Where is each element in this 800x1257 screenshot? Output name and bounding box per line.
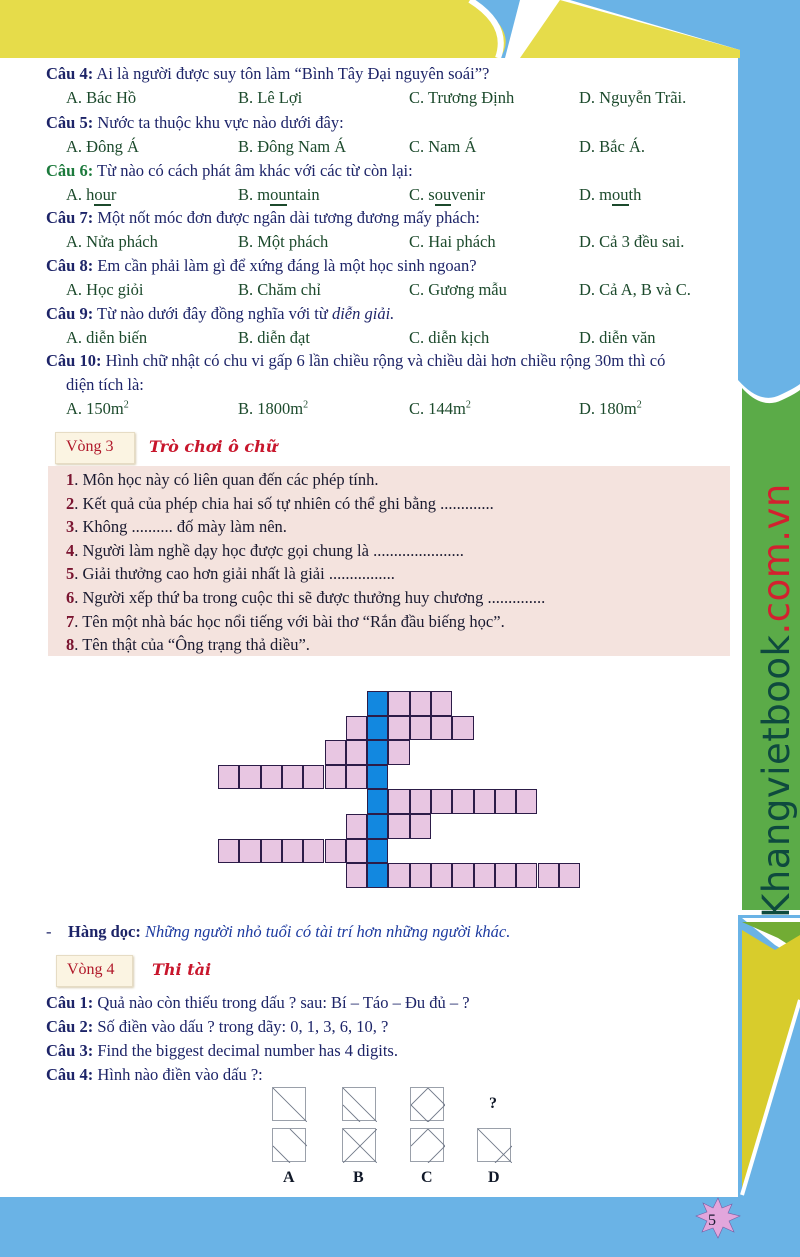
option-text: C. diễn kịch (409, 328, 490, 347)
clue-text: . Giải thưởng cao hơn giải nhất là giải ................ (74, 564, 395, 584)
crossword-cell[interactable] (410, 789, 431, 814)
answer-option[interactable] (66, 137, 139, 157)
answer-option[interactable] (66, 232, 158, 252)
clue-text: . Không .......... đố mày làm nên. (74, 517, 287, 537)
question-text: Số điền vào dấu ? trong dãy: 0, 1, 3, 6, 10, ? (93, 1017, 389, 1036)
answer-option[interactable] (238, 232, 328, 252)
underlined-letters: ou (612, 185, 629, 204)
answer-figure-2[interactable] (342, 1128, 376, 1162)
clue-text: . Tên thật của “Ông trạng thả diều”. (74, 635, 310, 655)
answer-option[interactable] (238, 137, 346, 157)
underlined-letters: ou (94, 185, 111, 204)
clue-number: 7 (66, 611, 75, 631)
answer-option[interactable] (238, 185, 320, 205)
vertical-clue (46, 922, 510, 942)
crossword-cell[interactable] (452, 789, 473, 814)
crossword-cell[interactable] (346, 863, 367, 888)
crossword-clue (66, 541, 464, 561)
option-text: A. Học giỏi (66, 280, 144, 299)
option-text: D. m (579, 185, 612, 204)
watermark-domain: .com.vn (755, 483, 798, 635)
crossword-cell[interactable] (495, 863, 516, 888)
crossword-key-cell[interactable] (367, 789, 388, 814)
round-4-question-1 (46, 993, 470, 1013)
crossword-clue (66, 564, 395, 584)
crossword-cell[interactable] (474, 863, 495, 888)
crossword-cell[interactable] (516, 863, 537, 888)
answer-option[interactable] (579, 88, 686, 108)
answer-option[interactable] (238, 328, 310, 348)
sequence-figure-1 (272, 1087, 306, 1121)
crossword-key-cell[interactable] (367, 765, 388, 790)
crossword-cell[interactable] (410, 863, 431, 888)
clue-number: 1 (66, 470, 75, 489)
question-text: Nước ta thuộc khu vực nào dưới đây: (93, 113, 344, 132)
option-text: C. s (409, 185, 435, 204)
option-text: B. m (238, 185, 271, 204)
answer-figure-1[interactable] (272, 1128, 306, 1162)
answer-option[interactable] (409, 137, 476, 157)
underlined-letters: ou (434, 185, 452, 204)
question-10 (46, 351, 665, 371)
question-label: Câu 5: (46, 113, 94, 132)
clue-number: 3 (66, 517, 75, 537)
option-text: C. Trương Định (409, 88, 515, 107)
question-label: Câu 10: (46, 351, 102, 370)
clue-number: 6 (66, 588, 75, 607)
answer-option[interactable] (409, 185, 485, 205)
superscript-2: 2 (123, 399, 129, 411)
answer-option[interactable] (66, 185, 116, 205)
crossword-cell[interactable] (431, 863, 452, 888)
crossword-cell[interactable] (431, 789, 452, 814)
crossword-cell[interactable] (388, 691, 409, 716)
round-4-tag (56, 955, 133, 987)
answer-option[interactable] (579, 137, 645, 157)
question-text: Từ nào có cách phát âm khác với các từ còn lại: (93, 161, 413, 180)
clue-number: 5 (66, 564, 75, 584)
option-text: B. Chăm chỉ (238, 280, 321, 299)
answer-option[interactable] (238, 88, 302, 108)
answer-label-c[interactable]: C (421, 1169, 433, 1186)
crossword-cell[interactable] (261, 839, 282, 864)
question-text: Quả nào còn thiếu trong dấu ? sau: Bí – Táo – Đu đủ – ? (93, 993, 470, 1012)
crossword-clue (66, 517, 287, 537)
crossword-key-cell[interactable] (367, 863, 388, 888)
question-label: Câu 4: (46, 64, 94, 83)
question-4 (46, 64, 489, 84)
crossword-cell[interactable] (559, 863, 580, 888)
clue-text: . Môn học này có liên quan đến các phép tính. (74, 470, 379, 489)
question-label: Câu 4: (46, 1065, 94, 1084)
watermark-brand: Khangvietbook (755, 634, 798, 918)
option-text: D. 180m (579, 399, 637, 418)
crossword-key-cell[interactable] (367, 716, 388, 741)
option-text: A. diễn biến (66, 328, 148, 347)
option-text: C. Gương mẫu (409, 280, 507, 299)
round-3-tag-label: Vòng 3 (66, 438, 114, 455)
option-text: A. h (66, 185, 95, 204)
option-text: D. Cả A, B và C. (579, 280, 691, 299)
clue-text: . Người xếp thứ ba trong cuộc thi sẽ được thưởng huy chương .............. (74, 588, 546, 607)
question-text: Find the biggest decimal number has 4 digits. (93, 1041, 398, 1060)
crossword-cell[interactable] (282, 765, 303, 790)
crossword-cell[interactable] (303, 765, 324, 790)
clue-number: 2 (66, 493, 75, 513)
question-text: Em cần phải làm gì để xứng đáng là một học sinh ngoan? (93, 256, 477, 275)
answer-option[interactable] (238, 280, 321, 300)
option-text: B. Một phách (238, 232, 329, 251)
question-label: Câu 8: (46, 256, 94, 275)
question-text: Hình nào điền vào dấu ?: (93, 1065, 263, 1084)
superscript-2: 2 (636, 399, 642, 411)
round-4-tag-label: Vòng 4 (67, 961, 115, 978)
crossword-cell[interactable] (346, 740, 367, 765)
answer-option[interactable] (409, 280, 507, 300)
answer-option[interactable] (409, 232, 496, 252)
answer-option[interactable] (579, 328, 656, 348)
option-text: venir (451, 185, 486, 204)
crossword-cell[interactable] (388, 740, 409, 765)
crossword-cell[interactable] (516, 789, 537, 814)
crossword-key-cell[interactable] (367, 839, 388, 864)
crossword-cell[interactable] (325, 740, 346, 765)
answer-option[interactable] (409, 328, 489, 348)
round-4-question-4 (46, 1065, 263, 1085)
option-text: B. Lê Lợi (238, 88, 303, 107)
vertical-clue-text: Những người nhỏ tuổi có tài trí hơn những người khác. (140, 922, 511, 941)
round-4-question-2 (46, 1017, 388, 1037)
crossword-cell[interactable] (239, 765, 260, 790)
clue-text: . Kết quả của phép chia hai số tự nhiên có thể ghi bằng ............. (74, 493, 494, 513)
question-text-continued: diện tích là: (66, 375, 144, 394)
underlined-letters: ou (270, 185, 287, 204)
answer-option[interactable] (409, 88, 514, 108)
crossword-cell[interactable] (346, 765, 367, 790)
question-6 (46, 161, 413, 181)
question-8 (46, 256, 477, 276)
crossword-cell[interactable] (218, 765, 239, 790)
round-4-title: Thi tài (152, 960, 212, 979)
crossword-key-cell[interactable] (367, 691, 388, 716)
question-label: Câu 6: (46, 161, 94, 180)
question-text: Từ nào dưới đây đồng nghĩa với từ (93, 304, 332, 323)
question-text: Một nốt móc đơn được ngân dài tương đương mấy phách: (93, 208, 480, 227)
option-text: ntain (286, 185, 320, 204)
vertical-clue-label: Hàng dọc: (68, 922, 141, 941)
option-text: A. Nửa phách (66, 232, 158, 251)
crossword-cell[interactable] (410, 716, 431, 741)
question-label: Câu 2: (46, 1017, 94, 1036)
question-label: Câu 1: (46, 993, 94, 1012)
option-text: C. Nam Á (409, 137, 477, 156)
option-text: th (628, 185, 642, 204)
superscript-2: 2 (303, 399, 309, 411)
crossword-cell[interactable] (346, 839, 367, 864)
option-text: C. Hai phách (409, 232, 496, 251)
option-text: A. Đông Á (66, 137, 139, 156)
crossword-cell[interactable] (410, 814, 431, 839)
crossword-cell[interactable] (474, 789, 495, 814)
option-text: A. Bác Hồ (66, 88, 137, 107)
question-text: Hình chữ nhật có chu vi gấp 6 lần chiều rộng và chiều dài hơn chiều rộng 30m thì có (101, 351, 666, 370)
crossword-cell[interactable] (431, 716, 452, 741)
answer-option[interactable] (238, 399, 308, 419)
crossword-cell[interactable] (346, 814, 367, 839)
option-text: D. Nguyễn Trãi. (579, 88, 687, 107)
option-text: r (110, 185, 117, 204)
crossword-cell[interactable] (261, 765, 282, 790)
question-label: Câu 7: (46, 208, 94, 227)
crossword-cell[interactable] (388, 789, 409, 814)
crossword-cell[interactable] (495, 789, 516, 814)
crossword-key-cell[interactable] (367, 814, 388, 839)
question-9 (46, 304, 394, 324)
answer-figure-4[interactable] (477, 1128, 511, 1162)
answer-option[interactable] (66, 88, 136, 108)
crossword-clue (66, 494, 494, 514)
vertical-clue-dash: - (46, 922, 52, 941)
question-italic-term: diễn giải. (331, 304, 395, 323)
crossword-key-cell[interactable] (367, 740, 388, 765)
crossword-cell[interactable] (346, 716, 367, 741)
crossword-cell[interactable] (218, 839, 239, 864)
option-text: D. diễn văn (579, 328, 656, 347)
answer-option[interactable] (409, 399, 471, 419)
answer-option[interactable] (579, 232, 684, 252)
clue-number: 4 (66, 540, 75, 560)
crossword-cell[interactable] (452, 716, 473, 741)
page-number: 5 (708, 1212, 716, 1229)
answer-label-a[interactable]: A (283, 1169, 295, 1186)
publisher-watermark (755, 483, 798, 918)
answer-option[interactable] (579, 399, 642, 419)
sequence-figure-3 (410, 1087, 444, 1121)
clue-number: 8 (66, 635, 75, 655)
answer-option[interactable] (579, 185, 641, 205)
answer-option[interactable] (66, 280, 143, 300)
crossword-cell[interactable] (239, 839, 260, 864)
answer-option[interactable] (579, 280, 691, 300)
clue-text: . Người làm nghề dạy học được gọi chung là ...................... (74, 540, 464, 560)
option-text: A. 150m (66, 399, 124, 418)
option-text: B. diễn đạt (238, 328, 310, 347)
option-text: D. Cả 3 đều sai. (579, 232, 685, 251)
crossword-cell[interactable] (538, 863, 559, 888)
answer-figure-3[interactable] (410, 1128, 444, 1162)
answer-label-d[interactable]: D (488, 1169, 500, 1186)
crossword-cell[interactable] (431, 691, 452, 716)
option-text: B. Đông Nam Á (238, 137, 347, 156)
crossword-cell[interactable] (325, 765, 346, 790)
option-text: C. 144m (409, 399, 466, 418)
round-3-title: Trò chơi ô chữ (149, 437, 278, 456)
question-label: Câu 3: (46, 1041, 94, 1060)
crossword-clue (66, 635, 310, 655)
sequence-figure-2 (342, 1087, 376, 1121)
crossword-cell[interactable] (388, 863, 409, 888)
crossword-cell[interactable] (452, 863, 473, 888)
round-4-question-3 (46, 1041, 398, 1061)
crossword-cell[interactable] (388, 716, 409, 741)
crossword-clue (66, 612, 505, 632)
question-label: Câu 9: (46, 304, 94, 323)
question-text: Ai là người được suy tôn làm “Bình Tây Đại nguyên soái”? (93, 64, 490, 83)
answer-option[interactable] (66, 399, 129, 419)
crossword-cell[interactable] (410, 691, 431, 716)
crossword-clue (66, 588, 545, 608)
option-text: D. Bắc Á. (579, 137, 645, 156)
clue-text: . Tên một nhà bác học nổi tiếng với bài thơ “Rắn đầu biếng học”. (74, 611, 505, 631)
question-5 (46, 113, 344, 133)
crossword-cell[interactable] (388, 814, 409, 839)
superscript-2: 2 (465, 399, 471, 411)
crossword-cell[interactable] (325, 839, 346, 864)
question-7 (46, 208, 480, 228)
answer-label-b[interactable]: B (353, 1169, 364, 1186)
crossword-clue (66, 470, 379, 490)
option-text: B. 1800m (238, 399, 304, 418)
round-3-tag (55, 432, 135, 464)
answer-option[interactable] (66, 328, 147, 348)
missing-figure-question-mark: ? (489, 1095, 497, 1112)
crossword-cell[interactable] (303, 839, 324, 864)
crossword-cell[interactable] (282, 839, 303, 864)
